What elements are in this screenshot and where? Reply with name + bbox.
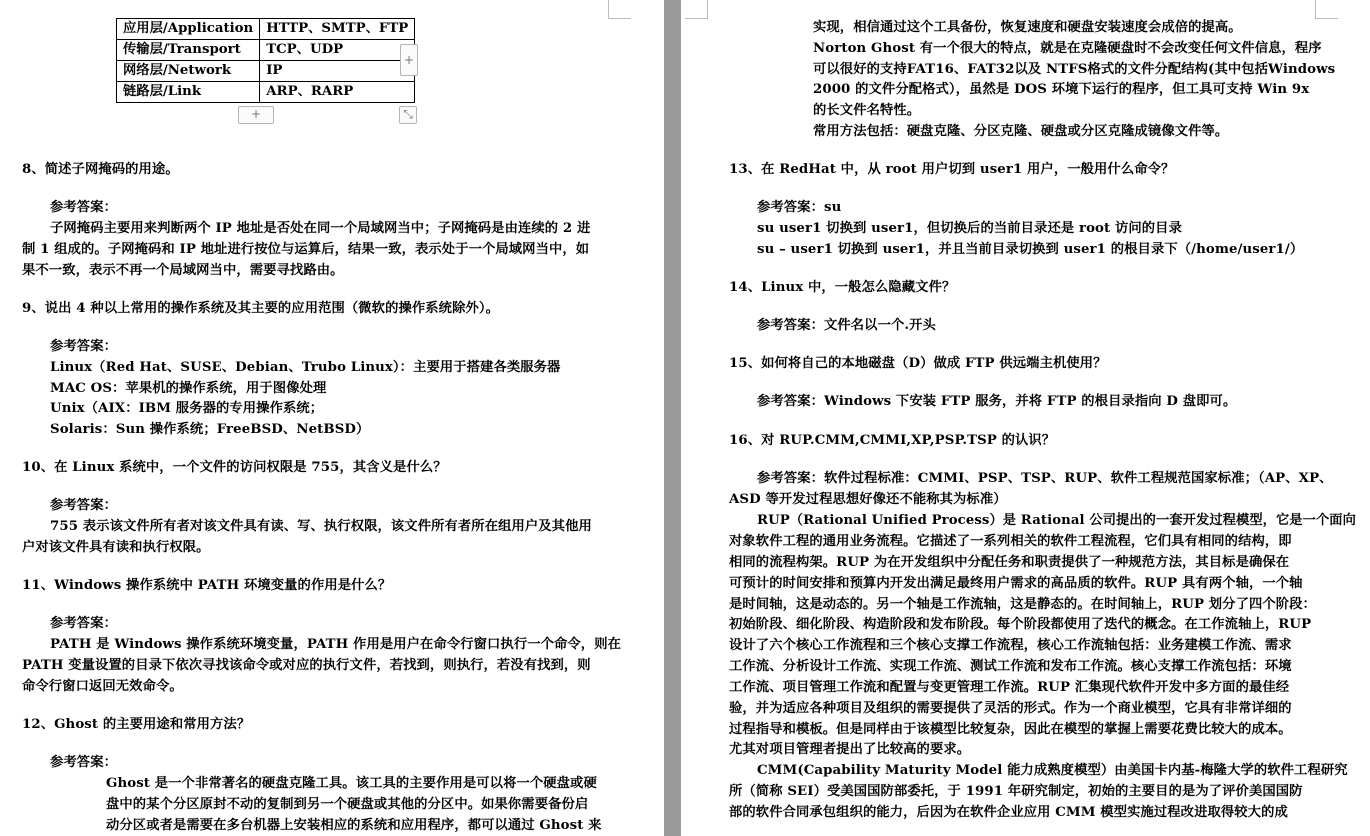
document-page-right [681, 0, 1370, 836]
table-cell[interactable]: ARP、RARP [260, 82, 415, 103]
text-line: 所（简称 SEI）受美国国防部委托，于 1991 年研究制定，初始的主要目的是为了评价美国国防 [729, 784, 1303, 799]
text-line: ASD 等开发过程思想好像还不能称其为标准） [729, 492, 1007, 507]
question-heading: 15、如何将自己的本地磁盘（D）做成 FTP 供远端主机使用？ [729, 356, 1107, 371]
table-row [117, 61, 415, 82]
text-line: Solaris：Sun 操作系统；FreeBSD、NetBSD） [50, 422, 370, 437]
text-line: 可以很好的支持FAT16、FAT32以及 NTFS格式的文件分配结构(其中包括Windows [813, 62, 1336, 77]
question-heading: 10、在 Linux 系统中，一个文件的访问权限是 755，其含义是什么？ [22, 460, 447, 475]
text-line: 的长文件名特性。 [813, 103, 921, 118]
table-row [117, 40, 415, 61]
text-line: Ghost 是一个非常著名的硬盘克隆工具。该工具的主要作用是可以将一个硬盘或硬 [106, 776, 597, 791]
text-line: 户对该文件具有读和执行权限。 [22, 540, 210, 555]
page-corner-mark [608, 0, 631, 19]
question-heading: 16、对 RUP.CMM,CMMI,XP,PSP.TSP 的认识？ [729, 433, 1056, 448]
protocol-table[interactable] [116, 18, 415, 103]
text-line: 尤其对项目管理者提出了比较高的要求。 [729, 742, 971, 757]
text-line: 工作流、分析设计工作流、实现工作流、测试工作流和发布工作流。核心支撑工作流包括：环境 [729, 659, 1292, 674]
table-cell[interactable]: IP [260, 61, 415, 82]
table-cell[interactable]: 网络层/Network [117, 61, 260, 82]
text-line: 755 表示该文件所有者对该文件具有读、写、执行权限，该文件所有者所在组用户及其他用 [50, 519, 592, 534]
question-heading: 8、简述子网掩码的用途。 [22, 162, 179, 177]
add-column-button[interactable]: + [400, 44, 418, 76]
text-line: 2000 的文件分配格式），虽然是 DOS 环境下运行的程序，但工具可支持 Win 9x [813, 82, 1310, 97]
table-cell[interactable]: 链路层/Link [117, 82, 260, 103]
question-heading: 9、说出 4 种以上常用的操作系统及其主要的应用范围（微软的操作系统除外）。 [22, 301, 500, 316]
answer-label: 参考答案： [50, 339, 117, 354]
text-line: 相同的流程构架。RUP 为在开发组织中分配任务和职责提供了一种规范方法，其目标是确保在 [729, 555, 1290, 570]
text-line: 实现，相信通过这个工具备份，恢复速度和硬盘安装速度会成倍的提高。 [813, 20, 1242, 35]
text-line: 部的软件合同承包组织的能力，后因为在软件企业应用 CMM 模型实施过程改进取得较大的成 [729, 805, 1288, 820]
text-line: PATH 是 Windows 操作系统环境变量，PATH 作用是用户在命令行窗口执行一个命令，则在 [50, 637, 621, 652]
answer-label: 参考答案： [50, 498, 117, 513]
question-heading: 11、Windows 操作系统中 PATH 环境变量的作用是什么？ [22, 578, 392, 593]
text-line: Unix（AIX：IBM 服务器的专用操作系统； [50, 401, 324, 416]
text-line: Linux（Red Hat、SUSE、Debian、Trubo Linux）：主要用于搭建各类服务器 [50, 360, 561, 375]
answer-label: 参考答案：su [757, 200, 842, 215]
text-line: CMM(Capability Maturity Model 能力成熟度模型）由美国卡内基-梅隆大学的软件工程研究 [757, 763, 1348, 778]
question-heading: 13、在 RedHat 中，从 root 用户切到 user1 用户，一般用什么命令？ [729, 162, 1175, 177]
table-cell[interactable]: 应用层/Application [117, 19, 260, 40]
text-line: PATH 变量设置的目录下依次寻找该命令或对应的执行文件，若找到，则执行，若没有找到，则 [22, 658, 591, 673]
answer-label: 参考答案：软件过程标准：CMMI、PSP、TSP、RUP、软件工程规范国家标准；（AP、XP、 [757, 471, 1333, 486]
text-line: 子网掩码主要用来判断两个 IP 地址是否处在同一个局域网当中；子网掩码是由连续的 2 进 [50, 221, 591, 236]
answer-label: 参考答案：Windows 下安装 FTP 服务，并将 FTP 的根目录指向 D 盘即可。 [757, 394, 1237, 409]
text-line: MAC OS：苹果机的操作系统，用于图像处理 [50, 381, 327, 396]
table-resize-handle[interactable]: ⤡ [399, 106, 417, 124]
text-line: su – user1 切换到 user1，并且当前目录切换到 user1 的根目录下（/home/user1/） [757, 242, 1304, 257]
text-line: 盘中的某个分区原封不动的复制到另一个硬盘或其他的分区中。如果你需要备份启 [106, 797, 589, 812]
text-line: 是时间轴，这是动态的。另一个轴是工作流轴，这是静态的。在时间轴上，RUP 划分了四个阶段： [729, 597, 1316, 612]
text-line: Norton Ghost 有一个很大的特点，就是在克隆硬盘时不会改变任何文件信息，程序 [813, 41, 1322, 56]
text-line: 过程指导和模板。但是同样由于该模型比较复杂，因此在模型的掌握上需要花费比较大的成本。 [729, 722, 1292, 737]
text-line: 设计了六个核心工作流程和三个核心支撑工作流程，核心工作流轴包括：业务建模工作流、需求 [729, 638, 1292, 653]
text-line: RUP（Rational Unified Process）是 Rational 公司提出的一套开发过程模型，它是一个面向 [757, 513, 1356, 528]
add-row-button[interactable]: + [238, 106, 274, 124]
question-heading: 14、Linux 中，一般怎么隐藏文件？ [729, 280, 956, 295]
text-line: 可预计的时间安排和预算内开发出满足最终用户需求的高品质的软件。RUP 具有两个轴，一个轴 [729, 576, 1303, 591]
text-line: 初始阶段、细化阶段、构造阶段和发布阶段。每个阶段都使用了迭代的概念。在工作流轴上，RUP [729, 617, 1312, 632]
text-line: 工作流、项目管理工作流和配置与变更管理工作流。RUP 汇集现代软件开发中多方面的最佳经 [729, 680, 1290, 695]
text-line: 对象软件工程的通用业务流程。它描述了一系列相关的软件工程流程，它们具有相同的结构，即 [729, 534, 1292, 549]
answer-label: 参考答案： [50, 200, 117, 215]
table-cell[interactable]: TCP、UDP [260, 40, 415, 61]
table-cell[interactable]: HTTP、SMTP、FTP [260, 19, 415, 40]
text-line: su user1 切换到 user1，但切换后的当前目录还是 root 访问的目录 [757, 221, 1182, 236]
table-row [117, 82, 415, 103]
text-line: 果不一致，表示不再一个局域网当中，需要寻找路由。 [22, 263, 344, 278]
answer-label: 参考答案： [50, 755, 117, 770]
text-line: 动分区或者是需要在多台机器上安装相应的系统和应用程序，都可以通过 Ghost 来 [106, 818, 602, 833]
answer-label: 参考答案：文件名以一个.开头 [757, 318, 936, 333]
text-line: 命令行窗口返回无效命令。 [22, 679, 183, 694]
text-line: 验，并为适应各种项目及组织的需要提供了灵活的形式。作为一个商业模型，它具有非常详细的 [729, 701, 1292, 716]
question-heading: 12、Ghost 的主要用途和常用方法？ [22, 717, 251, 732]
table-cell[interactable]: 传输层/Transport [117, 40, 260, 61]
table-row [117, 19, 415, 40]
document-page-left [0, 0, 664, 836]
page-corner-mark [685, 0, 708, 19]
text-line: 制 1 组成的。子网掩码和 IP 地址进行按位与运算后，结果一致，表示处于一个局域网当中，如 [22, 242, 590, 257]
page-corner-mark [1315, 0, 1338, 19]
text-line: 常用方法包括：硬盘克隆、分区克隆、硬盘或分区克隆成镜像文件等。 [813, 124, 1229, 139]
answer-label: 参考答案： [50, 616, 117, 631]
